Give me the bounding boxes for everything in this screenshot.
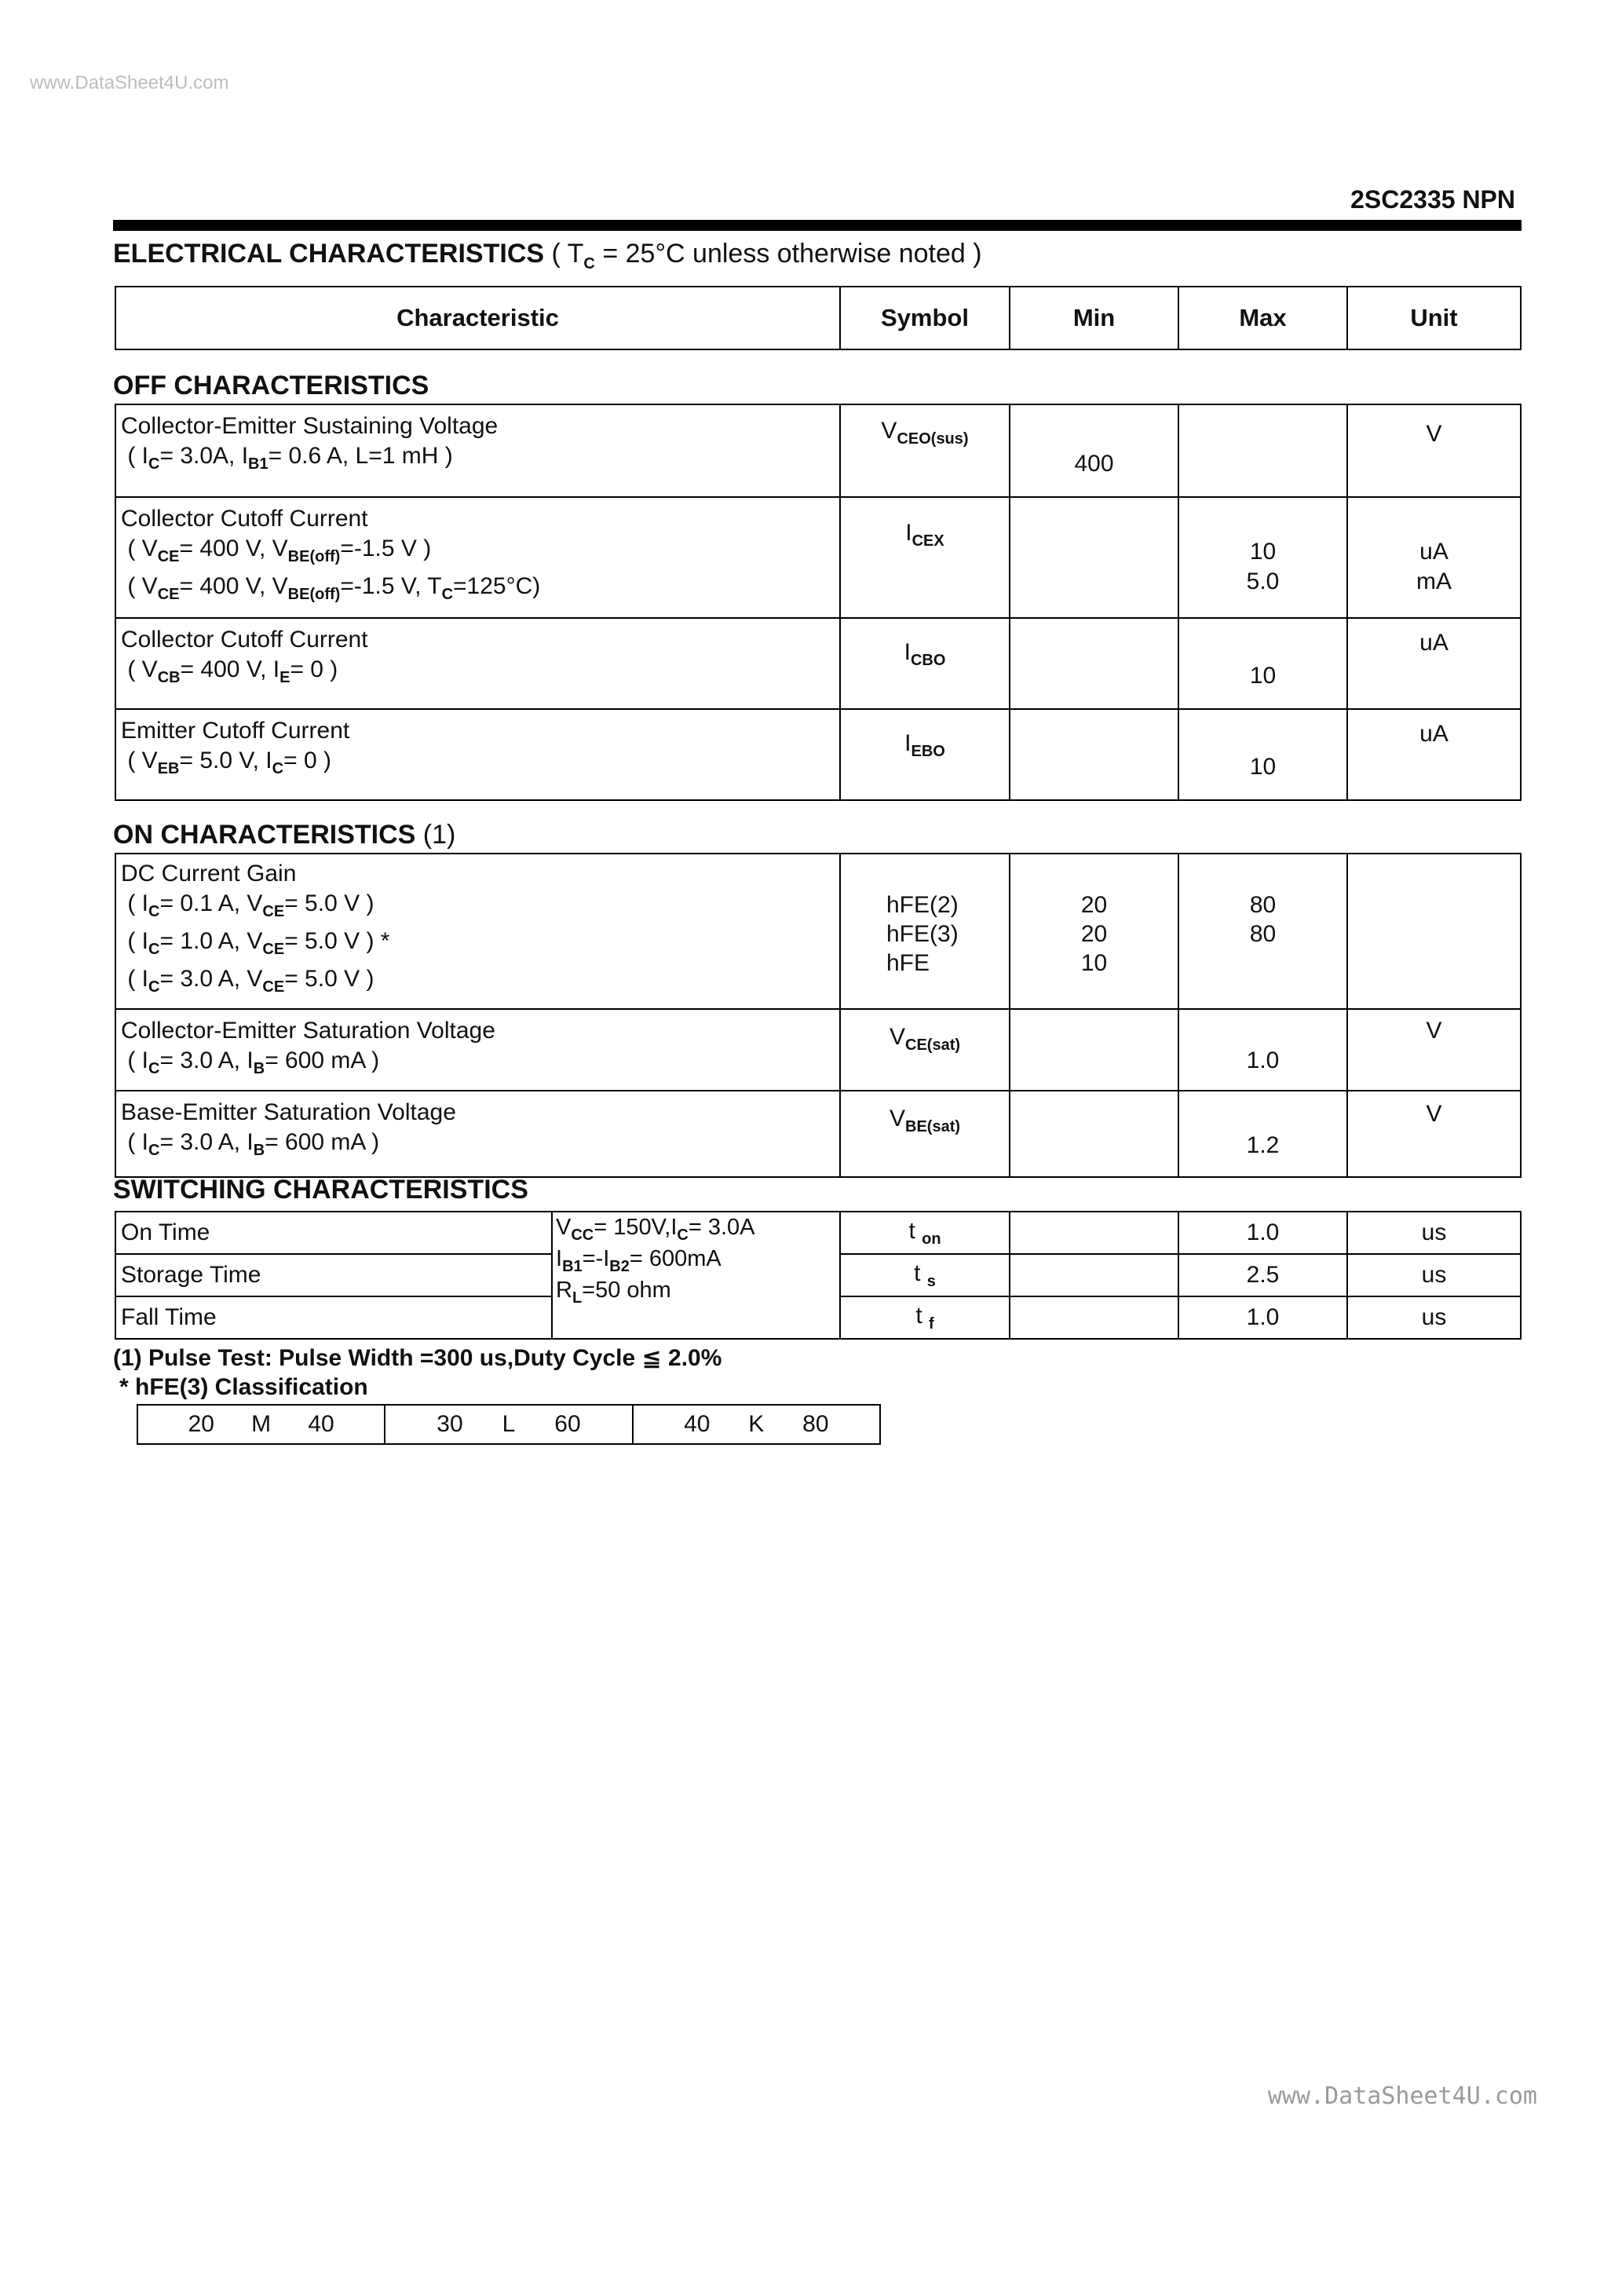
- min-value: [1010, 1009, 1178, 1091]
- min-value: [1010, 497, 1178, 618]
- off-characteristics-table: [115, 404, 1522, 801]
- symbol: $V_{CE(sat)}$: [840, 1009, 1010, 1091]
- hfe-classification-table: [137, 1404, 881, 1445]
- test-condition: ( $V_{CE}= 400$ V, $V_{BE(off)}=-1.5$ V ): [127, 536, 432, 565]
- classification-cell: 40 K 80: [684, 1411, 829, 1437]
- min-value: [1010, 1254, 1178, 1296]
- max-value: [1178, 404, 1347, 497]
- switching-characteristics-table: [115, 1211, 1522, 1340]
- classification-cell: 20 M 40: [138, 1406, 385, 1443]
- test-condition: ( $I_C= 1.0$ A, $V_{CE}= 5.0$ V ) *: [127, 928, 390, 958]
- characteristic-name: Collector Cutoff Current: [121, 627, 368, 653]
- switching-characteristics-heading: SWITCHING CHARACTERISTICS: [113, 1175, 528, 1205]
- header-table: [115, 286, 1522, 350]
- max-value: 10: [1178, 709, 1347, 800]
- unit: uA mA: [1347, 497, 1521, 618]
- part-number: 2SC2335 NPN: [1350, 185, 1515, 214]
- min-value: 20 20 10: [1010, 854, 1178, 1009]
- max-value: 10: [1178, 618, 1347, 709]
- min-value: [1010, 618, 1178, 709]
- min-value: [1010, 1212, 1178, 1254]
- symbol: $V_{BE(sat)}$: [840, 1091, 1010, 1177]
- unit: V: [1347, 404, 1521, 497]
- symbol: t $_{on}$: [840, 1212, 1010, 1254]
- test-condition: ( $I_C= 0.1$ A, $V_{CE}= 5.0$ V ): [127, 890, 374, 920]
- unit: V: [1347, 1091, 1521, 1177]
- test-condition: ( $I_C= 3.0A$, $I_{B1}= 0.6$ A, L=1 mH ): [127, 443, 453, 473]
- characteristic-name: Emitter Cutoff Current: [121, 718, 350, 744]
- characteristic-name: Collector-Emitter Saturation Voltage: [121, 1018, 495, 1044]
- watermark-bottom: www.DataSheet4U.com: [1267, 2082, 1537, 2110]
- table-row: [115, 404, 1521, 497]
- table-row: [115, 497, 1521, 618]
- characteristic-name: Fall Time: [115, 1296, 552, 1339]
- section-title: ELECTRICAL CHARACTERISTICS ( $T_C = 25^\circ C$ unless otherwise noted ): [113, 239, 982, 272]
- table-row: [115, 709, 1521, 800]
- header-rule: [113, 220, 1522, 231]
- max-value: 10 5.0: [1178, 497, 1347, 618]
- unit: uA: [1347, 618, 1521, 709]
- characteristic-name: Storage Time: [115, 1254, 552, 1296]
- off-characteristics-heading: OFF CHARACTERISTICS: [113, 371, 429, 400]
- unit: uA: [1347, 709, 1521, 800]
- symbol: $I_{EBO}$: [840, 709, 1010, 800]
- max-value: 80 80: [1178, 854, 1347, 1009]
- on-characteristics-table: [115, 853, 1522, 1178]
- unit: [1347, 854, 1521, 1009]
- table-row: [115, 1009, 1521, 1091]
- characteristic-name: DC Current Gain: [121, 861, 297, 887]
- table-row: [115, 1212, 1521, 1254]
- col-header-symbol: Symbol: [840, 287, 1010, 349]
- unit: us: [1347, 1296, 1521, 1339]
- col-header-min: Min: [1010, 287, 1178, 349]
- unit: V: [1347, 1009, 1521, 1091]
- symbol: t $_s$: [840, 1254, 1010, 1296]
- classification-note: * hFE(3) Classification: [119, 1374, 368, 1400]
- symbol: t $_f$: [840, 1296, 1010, 1339]
- table-row: [115, 1091, 1521, 1177]
- col-header-max: Max: [1178, 287, 1347, 349]
- test-condition: ( $V_{CE}= 400$ V, $V_{BE(off)}=-1.5$ V, $T_C=125^\circ C$): [127, 573, 541, 603]
- table-row: [115, 854, 1521, 1009]
- min-value: 400: [1010, 404, 1178, 497]
- min-value: [1010, 709, 1178, 800]
- watermark-top: www.DataSheet4U.com: [30, 72, 229, 93]
- on-characteristics-heading: ON CHARACTERISTICS (1): [113, 820, 456, 850]
- min-value: [1010, 1091, 1178, 1177]
- classification-cell: 30 L 60: [385, 1406, 633, 1443]
- pulse-test-note: (1) Pulse Test: Pulse Width =300 us,Duty Cycle ≦ 2.0%: [113, 1345, 722, 1371]
- unit: us: [1347, 1212, 1521, 1254]
- characteristic-name: On Time: [115, 1212, 552, 1254]
- test-condition: $V_{CC}= 150V,I_C= 3.0A$ $I_{B1}=-I_{B2}= 600mA$ $R_L=50$ ohm: [552, 1212, 840, 1339]
- max-value: 1.0: [1178, 1212, 1347, 1254]
- test-condition: ( $I_C= 3.0$ A, $I_B= 600$ mA ): [127, 1129, 380, 1159]
- unit: us: [1347, 1254, 1521, 1296]
- test-condition: ( $I_C= 3.0$ A, $I_B= 600$ mA ): [127, 1047, 380, 1077]
- max-value: 2.5: [1178, 1254, 1347, 1296]
- symbol: $I_{CBO}$: [840, 618, 1010, 709]
- max-value: 1.0: [1178, 1009, 1347, 1091]
- test-condition: ( $V_{CB}= 400$ V, $I_E= 0$ ): [127, 656, 338, 686]
- symbol: $I_{CEX}$: [840, 497, 1010, 618]
- max-value: 1.2: [1178, 1091, 1347, 1177]
- test-condition: ( $V_{EB}= 5.0$ V, $I_C= 0$ ): [127, 748, 331, 777]
- max-value: 1.0: [1178, 1296, 1347, 1339]
- symbol: hFE(2) hFE(3) hFE: [840, 854, 1010, 1009]
- col-header-unit: Unit: [1347, 287, 1521, 349]
- characteristic-name: Collector Cutoff Current: [121, 506, 368, 532]
- min-value: [1010, 1296, 1178, 1339]
- table-row: [115, 618, 1521, 709]
- characteristic-name: Collector-Emitter Sustaining Voltage: [121, 413, 499, 439]
- characteristic-name: Base-Emitter Saturation Voltage: [121, 1099, 456, 1125]
- symbol: $V_{CEO(sus)}$: [840, 404, 1010, 497]
- test-condition: ( $I_C= 3.0$ A, $V_{CE}= 5.0$ V ): [127, 966, 374, 996]
- col-header-characteristic: Characteristic: [115, 287, 840, 349]
